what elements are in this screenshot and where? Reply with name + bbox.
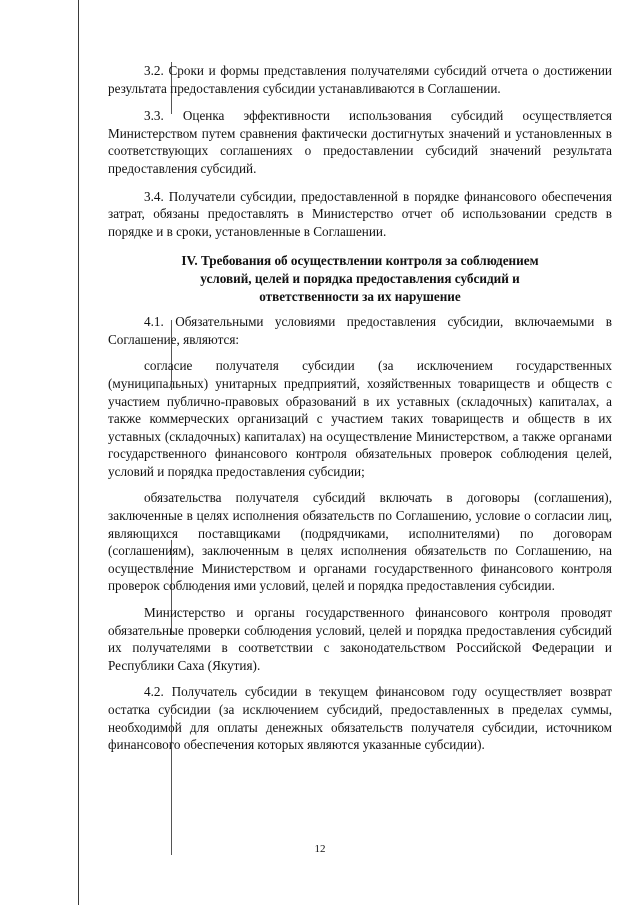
section-heading-line: условий, целей и порядка предоставления субсидий и <box>200 270 520 286</box>
paragraph-3-3: 3.3. Оценка эффективности использования субсидий осуществляется Министерством путем сравнения фактически достигнутых значений и установленных в соответствующих соглашениях о предоставлении субсидий значений результата предоставления субсидий. <box>108 108 612 176</box>
page-left-edge <box>78 0 79 905</box>
section-heading-line: ответственности за их нарушение <box>259 288 461 304</box>
paragraph-4-2: 4.2. Получатель субсидии в текущем финансовом году осуществляет возврат остатка субсидии (за исключением субсидий, предоставленных в пределах суммы, необходимой для оплаты денежных обязательств получателя субсидии, источником финансового обеспечения которых являются указанные субсидии). <box>108 684 612 753</box>
section-heading <box>108 252 612 305</box>
section-heading-line: IV. Требования об осуществлении контроля за соблюдением <box>181 253 539 269</box>
document-body <box>108 62 612 754</box>
paragraph-3-4: 3.4. Получатели субсидии, предоставленной в порядке финансового обеспечения затрат, обязаны предоставлять в Министерство отчет об использовании средств в порядке и в сроки, установленные в Соглашении. <box>108 188 612 239</box>
paragraph-consent-condition: согласие получателя субсидии (за исключением государственных (муниципальных) унитарных предприятий, хозяйственных товариществ и обществ с участием публично-правовых образований в их уставных (складочных) капиталах, а также коммерческих организаций с участием таких товариществ и обществ в их уставных (складочных) капиталах) на осуществление Министерством, а также органами государственного финансового контроля обязательных проверок соблюдения целей, условий и порядка предоставления субсидии; <box>108 358 612 479</box>
paragraph-contract-obligation: обязательства получателя субсидий включать в договоры (соглашения), заключенные в целях исполнения обязательств по Соглашению, условие о согласии лиц, являющихся поставщиками (подрядчиками, исполнителями) по договорам (соглашениям), заключенным в целях исполнения обязательств по Соглашению, на осуществление Министерством и органами государственного финансового контроля проверок соблюдения ими условий, целей и порядка предоставления субсидии. <box>108 490 612 594</box>
paragraph-inspections: Министерство и органы государственного финансового контроля проводят обязательные проверки соблюдения условий, целей и порядка предоставления субсидий их получателями в соответствии с законодательством Российской Федерации и Республики Саха (Якутия). <box>108 605 612 673</box>
page-number: 12 <box>314 843 326 855</box>
paragraph-4-1: 4.1. Обязательными условиями предоставления субсидии, включаемыми в Соглашение, являются: <box>108 314 612 347</box>
paragraph-3-2: 3.2. Сроки и формы представления получателями субсидий отчета о достижении результата предоставления субсидии устанавливаются в Соглашении. <box>108 63 612 96</box>
